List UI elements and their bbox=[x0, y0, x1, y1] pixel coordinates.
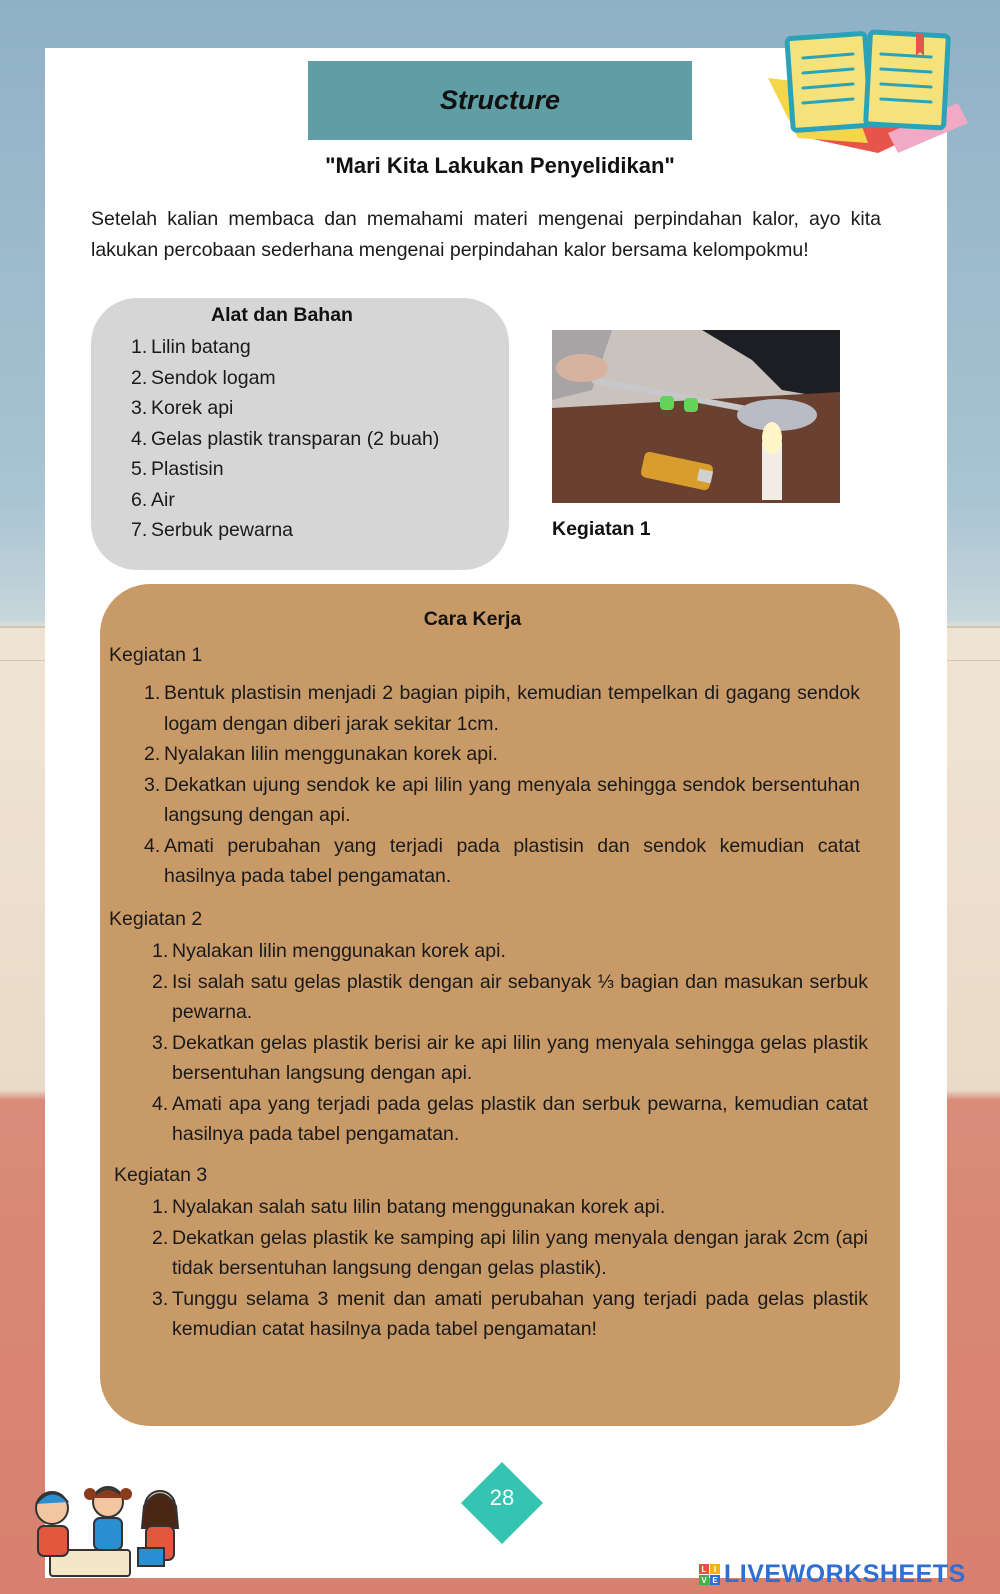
page-number: 28 bbox=[489, 1485, 515, 1510]
photo-caption: Kegiatan 1 bbox=[552, 518, 651, 540]
activity-3-title: Kegiatan 3 bbox=[114, 1164, 208, 1186]
activity-1-title: Kegiatan 1 bbox=[109, 644, 203, 666]
activity-2-steps bbox=[154, 936, 868, 1150]
list-item: 2. Sendok logam bbox=[131, 366, 276, 389]
list-item: 4. Gelas plastik transparan (2 buah) bbox=[131, 427, 440, 450]
materials-panel bbox=[91, 298, 509, 570]
list-item: 2. Nyalakan lilin menggunakan korek api. bbox=[144, 743, 498, 765]
activity-2-title: Kegiatan 2 bbox=[109, 908, 203, 930]
list-item: 4. Amati perubahan yang terjadi pada plastisin dan sendok kemudian catat hasilnya pada tabel pengamatan. bbox=[144, 834, 860, 887]
list-item: 2. Isi salah satu gelas plastik dengan air sebanyak ⅓ bagian dan masukan serbuk pewarna. bbox=[152, 970, 868, 1023]
list-item: 1. Nyalakan salah satu lilin batang menggunakan korek api. bbox=[152, 1196, 666, 1218]
procedure-heading: Cara Kerja bbox=[423, 608, 522, 630]
list-item: 4. Amati apa yang terjadi pada gelas plastik dan serbuk pewarna, kemudian catat hasilnya pada tabel pengamatan. bbox=[152, 1092, 868, 1145]
section-title: Structure bbox=[308, 61, 692, 140]
list-item: 1. Lilin batang bbox=[131, 336, 251, 358]
children-studying-icon bbox=[20, 1478, 190, 1590]
materials-list bbox=[131, 332, 439, 546]
list-item: 1. Nyalakan lilin menggunakan korek api. bbox=[152, 940, 506, 962]
list-item: 6. Air bbox=[131, 488, 175, 511]
list-item: 1. Bentuk plastisin menjadi 2 bagian pipih, kemudian tempelkan di gagang sendok logam dengan diberi jarak sekitar 1cm. bbox=[144, 682, 860, 735]
procedure-panel bbox=[100, 584, 900, 1426]
experiment-photo bbox=[552, 330, 840, 503]
intro-paragraph: Setelah kalian membaca dan memahami materi mengenai perpindahan kalor, ayo kita lakukan percobaan sederhana mengenai perpindahan kalor bersama kelompokmu! bbox=[91, 208, 881, 261]
list-item: 3. Dekatkan gelas plastik berisi air ke api lilin yang menyala sehingga gelas plastik bersentuhan langsung dengan api. bbox=[152, 1031, 868, 1084]
liveworksheets-brand bbox=[699, 1560, 966, 1589]
materials-heading: Alat dan Bahan bbox=[211, 304, 353, 326]
list-item: 3. Tunggu selama 3 menit dan amati perubahan yang terjadi pada gelas plastik kemudian catat hasilnya pada tabel pengamatan! bbox=[152, 1287, 868, 1340]
brand-logo: L I V E bbox=[699, 1564, 720, 1585]
list-item: 5. Plastisin bbox=[131, 458, 224, 480]
activity-3-steps bbox=[154, 1192, 868, 1345]
activity-1-steps bbox=[146, 678, 860, 892]
list-item: 7. Serbuk pewarna bbox=[131, 519, 294, 541]
brand-text: LIVEWORKSHEETS bbox=[724, 1560, 966, 1588]
list-item: 3. Korek api bbox=[131, 397, 234, 419]
activity-title: "Mari Kita Lakukan Penyelidikan" bbox=[325, 153, 675, 178]
list-item: 2. Dekatkan gelas plastik ke samping api lilin yang menyala dengan jarak 2cm (api tidak bersentuhan langsung dengan gelas plastik). bbox=[152, 1226, 868, 1279]
list-item: 3. Dekatkan ujung sendok ke api lilin yang menyala sehingga sendok bersentuhan langsung dengan api. bbox=[144, 773, 860, 826]
